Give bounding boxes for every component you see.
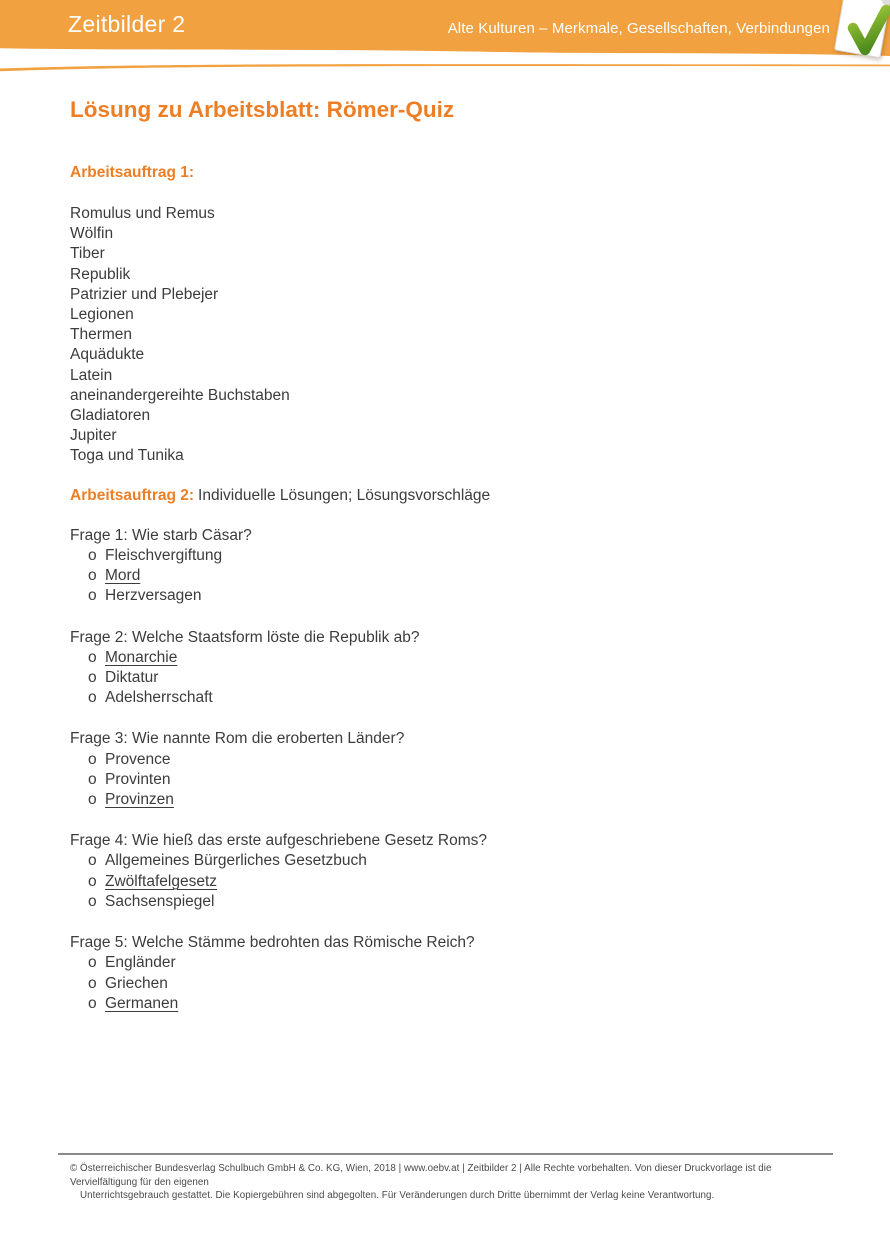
option-label: Sachsenspiegel <box>105 892 215 910</box>
option-row <box>70 994 840 1014</box>
option-marker: o <box>88 567 97 585</box>
option-row <box>70 790 840 810</box>
option-row <box>70 750 840 770</box>
answer-line: Republik <box>70 265 131 283</box>
answer-line: Tiber <box>70 245 105 263</box>
page-title: Lösung zu Arbeitsblatt: Römer-Quiz <box>70 97 455 122</box>
question-text: Frage 3: Wie nannte Rom die eroberten Länder? <box>70 730 405 748</box>
option-marker: o <box>88 974 97 992</box>
header-wavy-rule <box>0 64 890 71</box>
option-label-correct: Zwölftafelgesetz <box>105 872 217 890</box>
option-label-correct: Provinzen <box>105 791 174 809</box>
task2-note: Individuelle Lösungen; Lösungsvorschläge <box>198 486 491 504</box>
option-marker: o <box>88 648 97 666</box>
option-marker: o <box>88 750 97 768</box>
option-row <box>70 668 840 688</box>
option-label: Griechen <box>105 974 168 992</box>
question-text: Frage 1: Wie starb Cäsar? <box>70 526 252 544</box>
option-row <box>70 546 840 566</box>
option-label: Allgemeines Bürgerliches Gesetzbuch <box>105 852 367 870</box>
question-text: Frage 2: Welche Staatsform löste die Republik ab? <box>70 628 420 646</box>
answer-line: Patrizier und Plebejer <box>70 285 219 303</box>
option-marker: o <box>88 852 97 870</box>
option-row <box>70 872 840 892</box>
answer-line: Thermen <box>70 326 133 344</box>
answer-line: Wölfin <box>70 225 114 243</box>
option-row <box>70 953 840 973</box>
question-block <box>70 933 840 1014</box>
option-marker: o <box>88 791 97 809</box>
option-marker: o <box>88 994 97 1012</box>
option-label: Adelsherrschaft <box>105 689 213 707</box>
option-label-correct: Mord <box>105 567 141 585</box>
footer-line-1: © Österreichischer Bundesverlag Schulbuch GmbH & Co. KG, Wien, 2018 | www.oebv.at | Zeitbilder 2 | Alle Rechte vorbehalten. Von dieser Druckvorlage ist die Vervielfältigung für den eigenen <box>70 1163 772 1188</box>
option-row <box>70 648 840 668</box>
option-label: Herzversagen <box>105 587 202 605</box>
question-text: Frage 5: Welche Stämme bedrohten das Römische Reich? <box>70 934 475 952</box>
question-block <box>70 628 840 709</box>
question-block <box>70 729 840 810</box>
answer-line: Gladiatoren <box>70 407 151 425</box>
footer-divider <box>58 1153 833 1155</box>
book-title: Zeitbilder 2 <box>68 11 186 37</box>
chapter-title: Alte Kulturen – Merkmale, Gesellschaften, Verbindungen <box>447 20 830 37</box>
task1-heading: Arbeitsauftrag 1: <box>70 164 195 181</box>
footer-copyright <box>58 1162 833 1203</box>
option-row <box>70 688 840 708</box>
option-label: Provinten <box>105 770 171 788</box>
answer-line: Latein <box>70 366 113 384</box>
option-marker: o <box>88 689 97 707</box>
answer-line: Romulus und Remus <box>70 205 215 222</box>
answer-line: Aquädukte <box>70 346 145 364</box>
footer-line-2: Unterrichtsgebrauch gestattet. Die Kopiergebühren sind abgegolten. Für Veränderungen durch Dritte übernimmt der Verlag keine Verantwortung. <box>80 1190 715 1201</box>
option-marker: o <box>88 547 97 565</box>
task2-heading-line <box>70 486 840 506</box>
option-marker: o <box>88 587 97 605</box>
option-label-correct: Germanen <box>105 994 179 1012</box>
option-marker: o <box>88 669 97 687</box>
option-marker: o <box>88 954 97 972</box>
task2-heading: Arbeitsauftrag 2: <box>70 486 195 504</box>
footer <box>58 1153 833 1203</box>
option-row <box>70 851 840 871</box>
answer-line: Toga und Tunika <box>70 447 184 465</box>
option-label: Fleischvergiftung <box>105 547 223 565</box>
option-row <box>70 892 840 912</box>
answer-line: Jupiter <box>70 427 117 445</box>
option-marker: o <box>88 892 97 910</box>
option-label: Engländer <box>105 954 176 972</box>
question-text: Frage 4: Wie hieß das erste aufgeschriebene Gesetz Roms? <box>70 832 487 850</box>
option-row <box>70 974 840 994</box>
paper-checkmark-icon <box>829 0 890 66</box>
question-block <box>70 831 840 912</box>
content-area <box>70 0 840 1035</box>
answer-line: Legionen <box>70 306 134 324</box>
option-marker: o <box>88 770 97 788</box>
option-label-correct: Monarchie <box>105 648 178 666</box>
option-row <box>70 566 840 586</box>
option-label: Provence <box>105 750 171 768</box>
task1-answer-list <box>70 204 840 467</box>
questions <box>70 526 840 1014</box>
option-row <box>70 770 840 790</box>
option-row <box>70 586 840 606</box>
option-label: Diktatur <box>105 669 159 687</box>
answer-line: aneinandergereihte Buchstaben <box>70 386 290 404</box>
question-block <box>70 526 840 607</box>
option-marker: o <box>88 872 97 890</box>
